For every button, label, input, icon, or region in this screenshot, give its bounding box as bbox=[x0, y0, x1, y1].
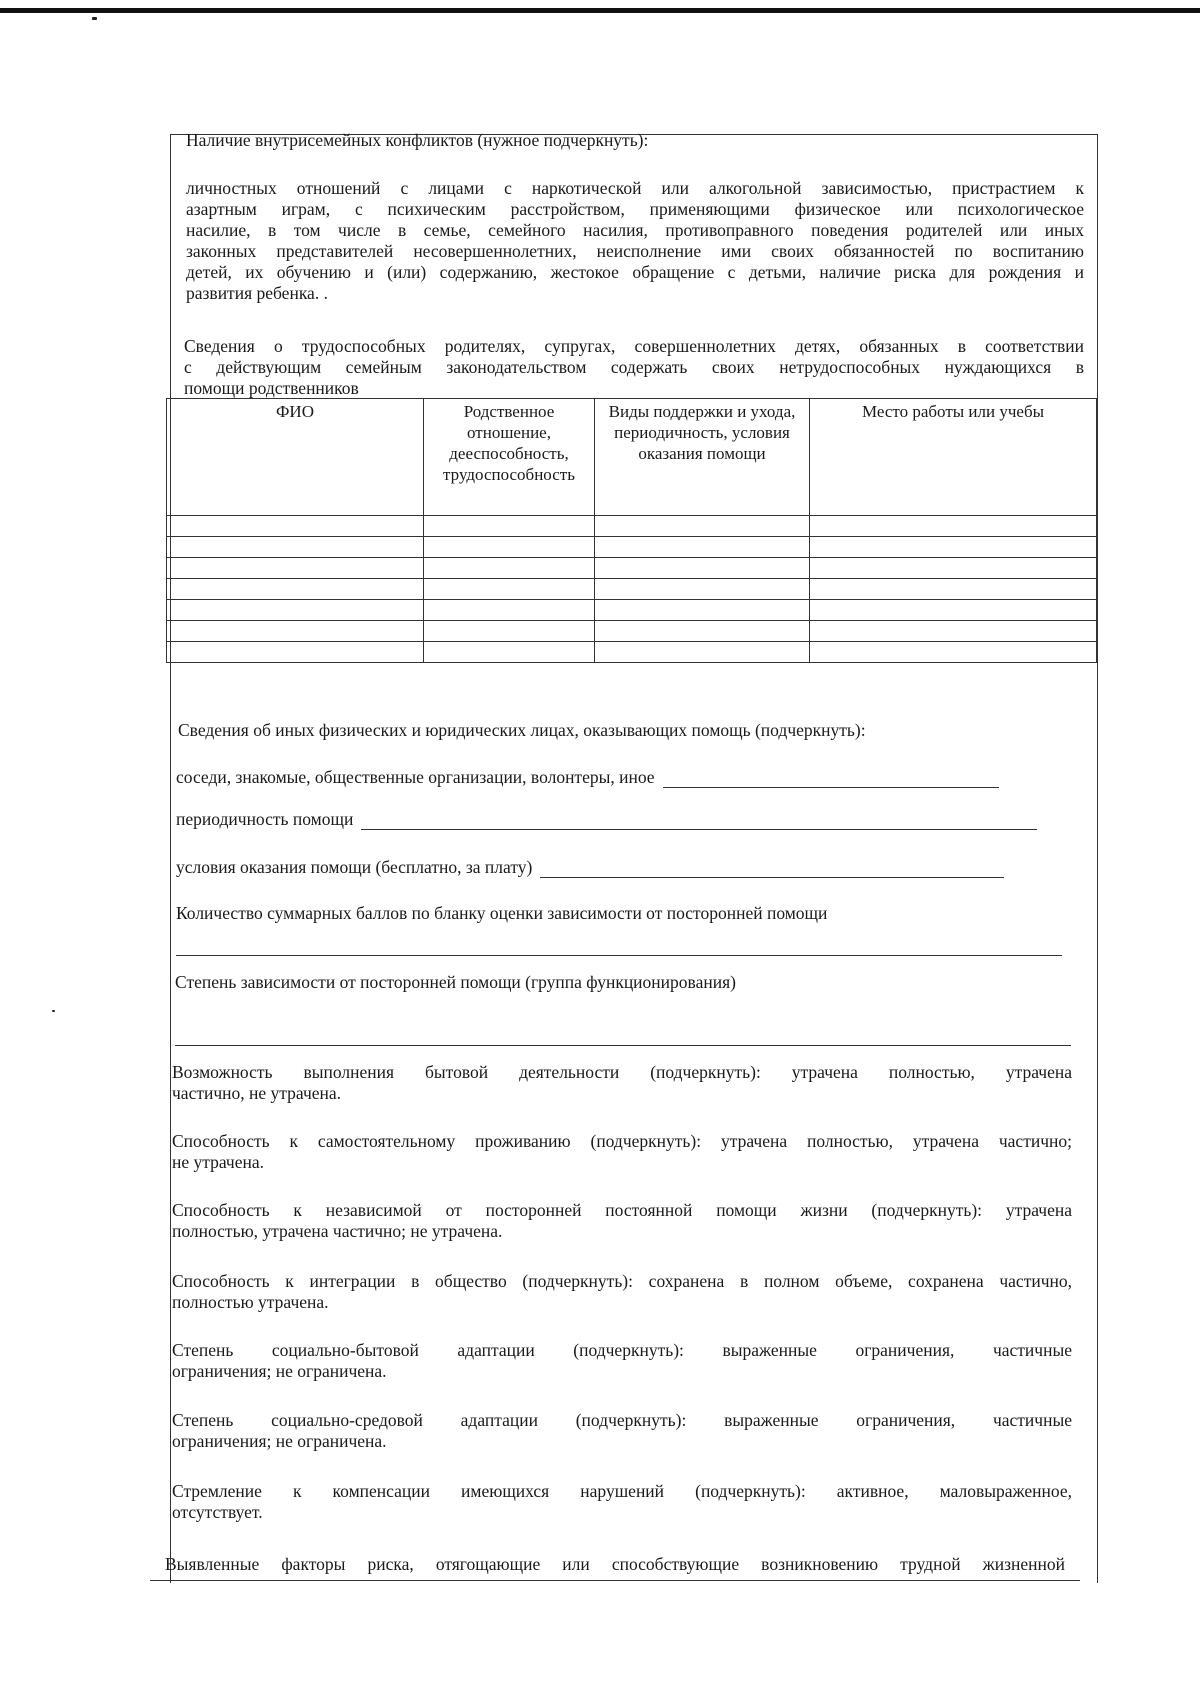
table-cell[interactable] bbox=[810, 621, 1097, 642]
scan-speck bbox=[52, 1010, 55, 1012]
conflicts-line: детей, их обучению и (или) содержанию, жестокое обращение с детьми, наличие риска для рождения и bbox=[186, 262, 1084, 282]
independent-life-paragraph bbox=[172, 1200, 1072, 1242]
table-cell[interactable] bbox=[595, 642, 810, 663]
compensation-paragraph bbox=[172, 1481, 1072, 1523]
frequency-blank[interactable] bbox=[361, 811, 1037, 830]
relatives-line: с действующим семейным законодательством содержать своих нетрудоспособных нуждающихся в bbox=[184, 357, 1084, 377]
column-header-fio: ФИО bbox=[167, 399, 424, 516]
paragraph-line: Степень социально-средовой адаптации (подчеркнуть): выраженные ограничения, частичные bbox=[172, 1410, 1072, 1430]
relatives-line: помощи родственников bbox=[184, 378, 359, 398]
table-cell[interactable] bbox=[810, 600, 1097, 621]
table-cell[interactable] bbox=[424, 621, 595, 642]
dependency-degree-label: Степень зависимости от посторонней помощи (группа функционирования) bbox=[175, 972, 736, 992]
table-cell[interactable] bbox=[810, 558, 1097, 579]
column-header-relation: Родственное отношение, дееспособность, трудоспособность bbox=[424, 399, 595, 516]
paragraph-line: Возможность выполнения бытовой деятельности (подчеркнуть): утрачена полностью, утрачена bbox=[172, 1062, 1072, 1082]
conflicts-heading: Наличие внутрисемейных конфликтов (нужное подчеркнуть): bbox=[186, 130, 649, 150]
table-row bbox=[167, 537, 1097, 558]
table-cell[interactable] bbox=[424, 558, 595, 579]
table-cell[interactable] bbox=[424, 642, 595, 663]
risk-factors-line: Выявленные факторы риска, отягощающие или способствующие возникновению трудной жизненной bbox=[165, 1554, 1065, 1574]
table-cell[interactable] bbox=[810, 579, 1097, 600]
relatives-heading bbox=[184, 336, 1084, 399]
conflicts-line: насилие, в том числе в семье, семейного насилия, противоправного поведения родителей или иных bbox=[186, 220, 1084, 240]
conditions-blank[interactable] bbox=[540, 859, 1004, 878]
paragraph-line: частично, не утрачена. bbox=[172, 1083, 342, 1103]
table-row bbox=[167, 579, 1097, 600]
table-cell[interactable] bbox=[167, 600, 424, 621]
table-cell[interactable] bbox=[167, 537, 424, 558]
conditions-label: условия оказания помощи (бесплатно, за плату) bbox=[176, 857, 533, 877]
table-cell[interactable] bbox=[595, 621, 810, 642]
paragraph-line: Способность к независимой от посторонней постоянной помощи жизни (подчеркнуть): утрачена bbox=[172, 1200, 1072, 1220]
table-cell[interactable] bbox=[424, 579, 595, 600]
frequency-label: периодичность помощи bbox=[176, 809, 354, 829]
relatives-table bbox=[166, 398, 1097, 663]
paragraph-line: ограничения; не ограничена. bbox=[172, 1361, 387, 1381]
conditions-row bbox=[176, 856, 1004, 878]
scan-border-top bbox=[0, 8, 1200, 13]
other-helpers-heading: Сведения об иных физических и юридических лицах, оказывающих помощь (подчеркнуть): bbox=[178, 720, 866, 740]
social-household-adaptation-paragraph bbox=[172, 1340, 1072, 1382]
social-environment-adaptation-paragraph bbox=[172, 1410, 1072, 1452]
table-row bbox=[167, 621, 1097, 642]
table-row bbox=[167, 558, 1097, 579]
table-cell[interactable] bbox=[595, 537, 810, 558]
paragraph-line: ограничения; не ограничена. bbox=[172, 1431, 387, 1451]
helpers-row bbox=[176, 766, 999, 788]
paragraph-line: Способность к самостоятельному проживанию (подчеркнуть): утрачена полностью, утрачена частично; bbox=[172, 1131, 1072, 1151]
frequency-row bbox=[176, 808, 1037, 830]
dependency-degree-blank[interactable] bbox=[175, 1045, 1071, 1046]
table-cell[interactable] bbox=[167, 516, 424, 537]
table-cell[interactable] bbox=[167, 642, 424, 663]
paragraph-line: Стремление к компенсации имеющихся нарушений (подчеркнуть): активное, маловыраженное, bbox=[172, 1481, 1072, 1501]
helpers-blank[interactable] bbox=[663, 769, 999, 788]
frame-bottom-border bbox=[150, 1580, 1080, 1581]
paragraph-line: полностью утрачена. bbox=[172, 1292, 329, 1312]
conflicts-line: законных представителей несовершеннолетних, неисполнение ими своих обязанностей по воспитанию bbox=[186, 241, 1084, 261]
column-header-support: Виды поддержки и ухода, периодичность, условия оказания помощи bbox=[595, 399, 810, 516]
paragraph-line: отсутствует. bbox=[172, 1502, 263, 1522]
score-total-label: Количество суммарных баллов по бланку оценки зависимости от посторонней помощи bbox=[176, 903, 828, 923]
table-cell[interactable] bbox=[810, 642, 1097, 663]
table-cell[interactable] bbox=[167, 579, 424, 600]
table-cell[interactable] bbox=[167, 558, 424, 579]
independent-living-paragraph bbox=[172, 1131, 1072, 1173]
scan-speck bbox=[92, 17, 97, 20]
helpers-label: соседи, знакомые, общественные организации, волонтеры, иное bbox=[176, 767, 655, 787]
table-cell[interactable] bbox=[595, 600, 810, 621]
conflicts-line: развития ребенка. . bbox=[186, 283, 328, 303]
column-header-workplace: Место работы или учебы bbox=[810, 399, 1097, 516]
paragraph-line: полностью, утрачена частично; не утрачена. bbox=[172, 1221, 503, 1241]
table-cell[interactable] bbox=[167, 621, 424, 642]
table-cell[interactable] bbox=[810, 537, 1097, 558]
conflicts-line: личностных отношений с лицами с наркотической или алкогольной зависимостью, пристрастием к bbox=[186, 178, 1084, 198]
table-cell[interactable] bbox=[595, 579, 810, 600]
paragraph-line: Способность к интеграции в общество (подчеркнуть): сохранена в полном объеме, сохранена частично, bbox=[172, 1271, 1072, 1291]
household-activity-paragraph bbox=[172, 1062, 1072, 1104]
table-cell[interactable] bbox=[424, 516, 595, 537]
score-total-blank[interactable] bbox=[176, 955, 1062, 956]
table-cell[interactable] bbox=[424, 537, 595, 558]
table-row bbox=[167, 600, 1097, 621]
paragraph-line: Степень социально-бытовой адаптации (подчеркнуть): выраженные ограничения, частичные bbox=[172, 1340, 1072, 1360]
conflicts-options bbox=[186, 178, 1084, 304]
table-cell[interactable] bbox=[810, 516, 1097, 537]
table-cell[interactable] bbox=[595, 516, 810, 537]
relatives-line: Сведения о трудоспособных родителях, супругах, совершеннолетних детях, обязанных в соответствии bbox=[184, 336, 1084, 356]
table-row bbox=[167, 642, 1097, 663]
table-cell[interactable] bbox=[595, 558, 810, 579]
conflicts-line: азартным играм, с психическим расстройством, применяющими физическое или психологическое bbox=[186, 199, 1084, 219]
table-cell[interactable] bbox=[424, 600, 595, 621]
table-header-row bbox=[167, 399, 1097, 516]
paragraph-line: не утрачена. bbox=[172, 1152, 265, 1172]
integration-paragraph bbox=[172, 1271, 1072, 1313]
table-row bbox=[167, 516, 1097, 537]
